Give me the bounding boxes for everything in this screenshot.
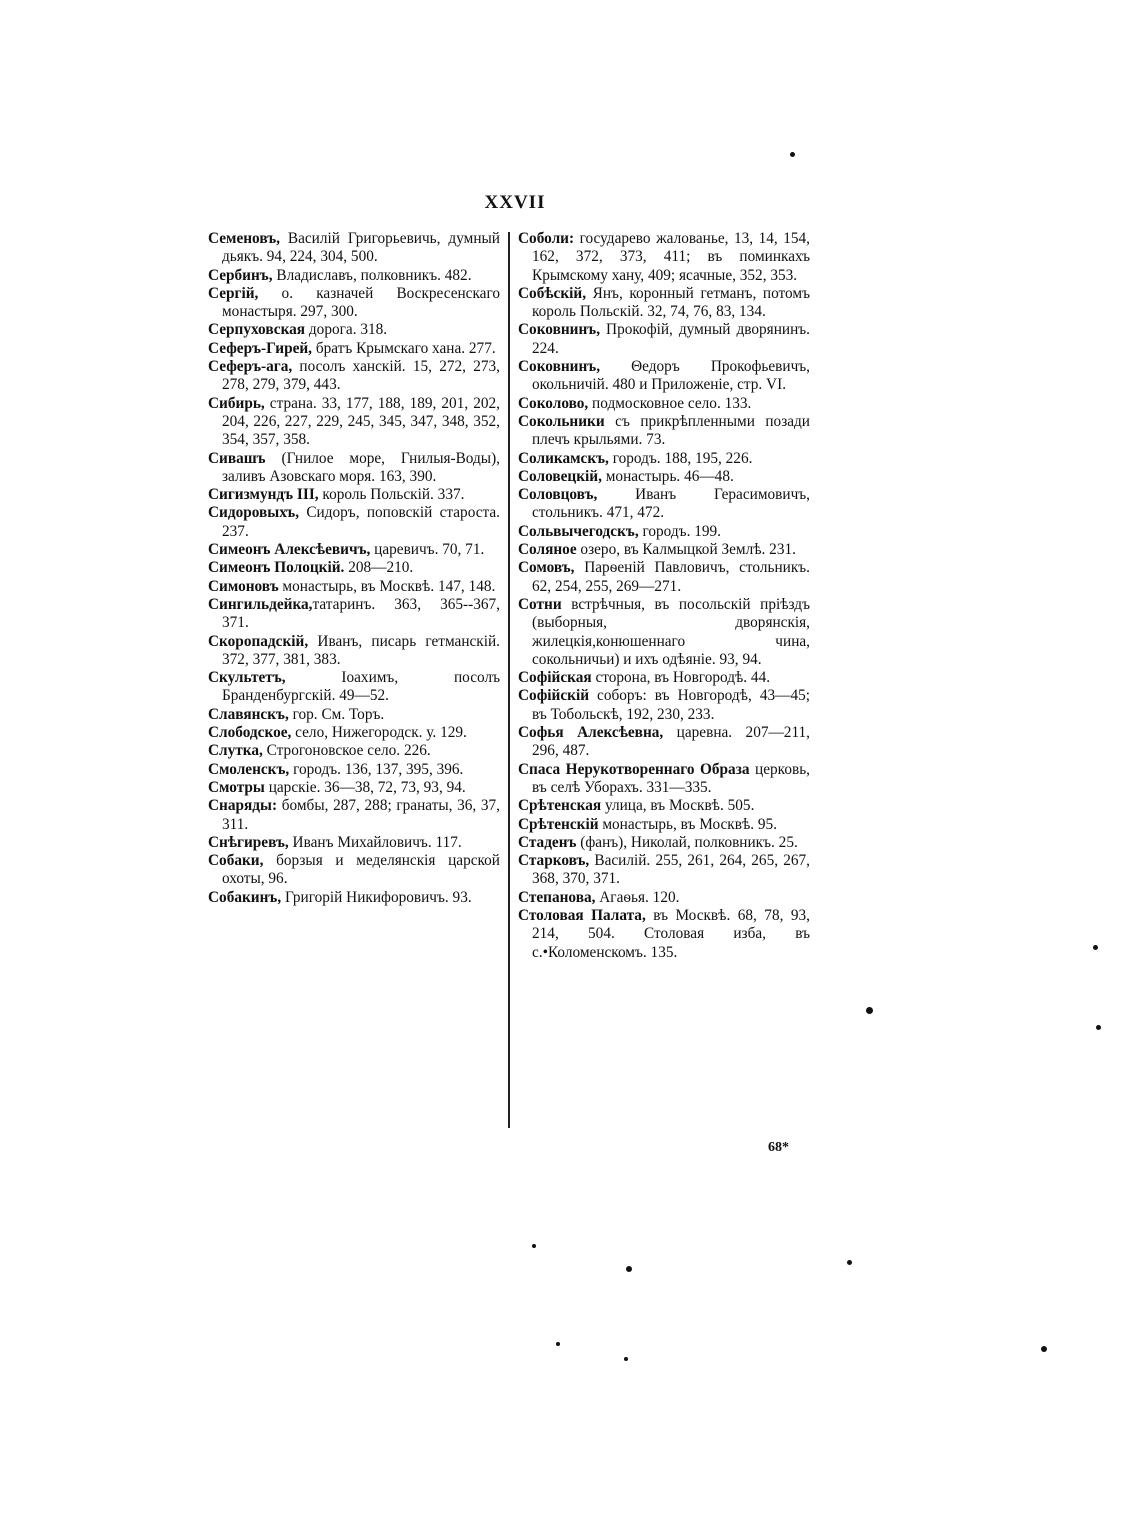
index-entry-text: въ Москвѣ. 68, 78, 93, 214, 504. Столовая изба, въ с.•Коломенскомъ. 135. (532, 906, 811, 961)
index-entry (518, 852, 810, 889)
index-entry-head: Сольвычегодскъ, (518, 522, 639, 540)
index-entry-head: Соковнинъ, (518, 358, 601, 376)
index-entry-head: Соловецкій, (518, 467, 602, 485)
scan-speck (1093, 945, 1098, 950)
index-entry-text: (Гнилое море, Гнилыя-Воды), заливъ Азовскаго моря. 163, 390. (222, 449, 500, 485)
index-entry (518, 358, 810, 395)
index-entry-head: Сингильдейка, (208, 595, 313, 613)
index-entry-head: Софійская (518, 669, 592, 687)
index-entry (518, 523, 810, 541)
index-entry (518, 450, 810, 468)
index-entry (518, 486, 810, 523)
index-entry (208, 669, 500, 706)
scan-speck (1096, 1025, 1101, 1030)
index-entry-text: Прокофій, думный дворянинъ. 224. (532, 321, 810, 357)
index-entry (518, 816, 810, 834)
index-entry-text: Василій. 255, 261, 264, 265, 267, 368, 370, 371. (532, 852, 810, 888)
index-entry (208, 724, 500, 742)
index-entry (208, 797, 500, 834)
index-entry-head: Смоленскъ, (208, 760, 290, 778)
index-entry-text: о. казначей Воскресенскаго монастыря. 297, 300. (222, 284, 500, 321)
index-entry-text: монастырь. 46—48. (601, 467, 734, 485)
index-entry-text: Агаѳья. 120. (595, 888, 680, 906)
index-entry-text: царевна. 207—211, 296, 487. (532, 724, 810, 760)
index-entry (518, 321, 810, 358)
index-entry (208, 358, 500, 395)
index-entry (208, 395, 500, 450)
index-entry (518, 797, 810, 815)
index-entry-head: Старковъ, (518, 852, 590, 870)
index-entry-head: Симоновъ (208, 577, 279, 595)
scan-speck (624, 1357, 628, 1361)
index-entry-text: 208—210. (344, 559, 414, 577)
index-entry-text: монастырь, въ Москвѣ. 95. (598, 815, 778, 833)
index-entry (208, 321, 500, 339)
index-entry-head: Сеферъ-Гирей, (208, 339, 313, 357)
index-entry-text: дорога. 318. (305, 321, 388, 339)
index-entry-text: сторона, въ Новгородѣ. 44. (591, 669, 771, 687)
index-entry-text: Іоахимъ, посолъ Бранденбургскій. 49—52. (222, 669, 500, 705)
index-entry-head: Собѣскій, (518, 284, 587, 302)
index-column-right (518, 230, 810, 962)
index-entry-text: государево жалованье, 13, 14, 154, 162, 372, 373, 411; въ поминкахъ Крымскому хану, 409; ясачные, 352, 353. (532, 230, 810, 284)
index-entry (208, 340, 500, 358)
index-entry-head: Слутка, (208, 742, 263, 760)
index-entry-text: Владиславъ, полковникъ. 482. (272, 266, 472, 284)
index-entry (518, 669, 810, 687)
index-entry-head: Сигизмундъ III, (208, 486, 319, 504)
index-entry-text: посолъ ханскій. 15, 272, 273, 278, 279, 379, 443. (222, 358, 500, 394)
index-entry-text: озеро, въ Калмыцкой Землѣ. 231. (576, 541, 796, 559)
index-entry (518, 907, 810, 962)
index-entry-head: Собаки, (208, 852, 264, 870)
index-entry-head: Скоропадскій, (208, 632, 309, 650)
index-entry (208, 450, 500, 487)
index-entry (208, 834, 500, 852)
index-entry (518, 889, 810, 907)
index-entry-text: братъ Крымскаго хана. 277. (312, 339, 496, 357)
scan-speck (532, 1244, 536, 1248)
index-entry (518, 468, 810, 486)
index-entry (208, 706, 500, 724)
index-entry-text: татаринъ. 363, 365--367, 371. (222, 595, 500, 632)
index-entry-head: Соковнинъ, (518, 321, 601, 339)
index-entry (518, 596, 810, 669)
index-entry-text: Парѳеній Павловичъ, стольникъ. 62, 254, 255, 269—271. (532, 559, 810, 595)
index-entry-head: Сомовъ, (518, 559, 575, 577)
index-entry-text: Григорій Никифоровичъ. 93. (281, 888, 472, 906)
index-entry (518, 724, 810, 761)
scan-speck (1041, 1346, 1047, 1352)
index-entry-text: Θедоръ Прокофьевичъ, окольничій. 480 и Приложеніе, стр. VI. (532, 358, 810, 394)
index-entry (208, 761, 500, 779)
index-entry-text: городъ. 136, 137, 395, 396. (289, 760, 464, 778)
index-entry (208, 779, 500, 797)
index-entry (208, 596, 500, 633)
index-entry-head: Спаса Нерукотвореннаго Образа (518, 760, 750, 778)
index-entry-head: Сивашъ (208, 449, 266, 467)
index-entry-head: Соболи: (518, 230, 575, 247)
index-entry-text: страна. 33, 177, 188, 189, 201, 202, 204, 226, 227, 229, 245, 345, 347, 348, 352, 354, 357, 358. (222, 394, 500, 449)
scan-speck (790, 152, 795, 157)
index-entry-head: Семеновъ, (208, 230, 280, 247)
index-entry (518, 559, 810, 596)
index-entry (208, 504, 500, 541)
index-entry-text: Сидоръ, поповскій староста. 237. (222, 504, 500, 540)
index-entry-head: Стаденъ (518, 833, 577, 851)
index-entry-text: Иванъ Герасимовичъ, стольникъ. 471, 472. (532, 486, 810, 522)
index-entry (208, 852, 500, 889)
index-entry-head: Сибирь, (208, 394, 265, 412)
index-entry-head: Смотры (208, 778, 265, 796)
index-entry-text: царевичъ. 70, 71. (370, 541, 485, 559)
index-entry-text: бомбы, 287, 288; гранаты, 36, 37, 311. (222, 797, 500, 833)
index-entry (208, 285, 500, 322)
column-divider (508, 232, 510, 1128)
index-entry-text: король Польскій. 337. (318, 486, 465, 504)
index-entry-head: Серпуховская (208, 321, 306, 339)
index-entry-head: Сеферъ-ага, (208, 358, 293, 376)
index-entry-head: Собакинъ, (208, 888, 282, 906)
index-entry-text: улица, въ Москвѣ. 505. (601, 797, 755, 815)
scan-speck (626, 1266, 632, 1272)
index-entry (518, 285, 810, 322)
index-entry-head: Сидоровыхъ, (208, 504, 300, 522)
index-entry-head: Софья Алексѣевна, (518, 724, 664, 742)
index-entry-head: Симеонъ Алексѣевичъ, (208, 541, 371, 559)
index-entry-text: гор. См. Торъ. (288, 705, 385, 723)
index-entry-head: Соловцовъ, (518, 486, 598, 504)
index-entry-head: Степанова, (518, 888, 596, 906)
scan-speck (866, 1007, 873, 1014)
index-entry (518, 761, 810, 798)
index-entry-head: Сергій, (208, 284, 259, 302)
index-entry-text: церковь, въ селѣ Уборахъ. 331—335. (532, 760, 810, 796)
index-entry (208, 541, 500, 559)
index-entry-head: Слободское, (208, 724, 292, 742)
index-entry-text: борзыя и меделянскія царской охоты, 96. (222, 852, 500, 888)
index-entry-text: село, Нижегородск. у. 129. (291, 724, 467, 742)
index-entry-text: соборъ: въ Новгородѣ, 43—45; въ Тобольскѣ, 192, 230, 233. (532, 687, 810, 723)
index-entry-text: городъ. 188, 195, 226. (608, 449, 753, 467)
index-entry-head: Сокольники (518, 412, 605, 430)
index-entry-text: съ прикрѣпленными позади плечъ крыльями. 73. (532, 412, 810, 449)
page-number: XXVII (484, 192, 546, 213)
index-entry-head: Сербинъ, (208, 266, 273, 284)
index-entry-text: городъ. 199. (638, 522, 721, 540)
index-entry (208, 742, 500, 760)
index-entry-text: монастырь, въ Москвѣ. 147, 148. (278, 577, 496, 595)
index-entry-head: Снѣгиревъ, (208, 833, 289, 851)
index-entry-text: подмосковное село. 133. (588, 394, 752, 412)
index-entry-head: Столовая Палата, (518, 906, 646, 924)
index-entry (208, 486, 500, 504)
index-entry-text: Янъ, коронный гетманъ, потомъ король Польскій. 32, 74, 76, 83, 134. (532, 284, 810, 321)
index-entry (518, 541, 810, 559)
index-entry (208, 633, 500, 670)
index-entry-text: Иванъ, писарь гетманскій. 372, 377, 381, 383. (222, 632, 500, 668)
index-entry-head: Софійскій (518, 687, 590, 705)
index-entry-text: встрѣчныя, въ посольскій пріѣздъ (выборныя, дворянскія, жилецкія,конюшеннаго чина, сокольничьи) и ихъ одѣяніе. 93, 94. (532, 595, 810, 668)
index-entry-text: (фанъ), Николай, полковникъ. 25. (576, 833, 798, 851)
index-entry-head: Симеонъ Полоцкій. (208, 559, 345, 577)
scan-speck (556, 1342, 560, 1346)
scan-speck (847, 1260, 852, 1265)
index-entry (208, 559, 500, 577)
index-entry (518, 395, 810, 413)
index-entry-head: Славянскъ, (208, 705, 289, 723)
index-entry-text: царскіе. 36—38, 72, 73, 93, 94. (264, 778, 466, 796)
index-entry (208, 578, 500, 596)
index-entry-text: Иванъ Михайловичъ. 117. (288, 833, 462, 851)
index-entry-head: Соколово, (518, 394, 589, 412)
index-entry-head: Соляное (518, 541, 577, 559)
index-entry (208, 230, 500, 267)
index-entry-head: Скультетъ, (208, 669, 286, 687)
index-entry (518, 687, 810, 724)
index-entry-text: Строгоновское село. 226. (262, 742, 431, 760)
signature-mark: 68* (768, 1140, 789, 1155)
index-entry (518, 413, 810, 450)
index-entry-head: Срѣтенская (518, 797, 602, 815)
index-entry (208, 889, 500, 907)
index-entry-text: Василій Григорьевичь, думный дьякъ. 94, 224, 304, 500. (222, 230, 500, 266)
index-entry-head: Соликамскъ, (518, 449, 609, 467)
index-entry (518, 230, 810, 285)
index-entry-head: Срѣтенскій (518, 815, 599, 833)
index-entry (518, 834, 810, 852)
index-entry-head: Снаряды: (208, 797, 278, 815)
index-entry-head: Сотни (518, 595, 562, 613)
index-column-left (208, 230, 500, 907)
index-entry (208, 267, 500, 285)
